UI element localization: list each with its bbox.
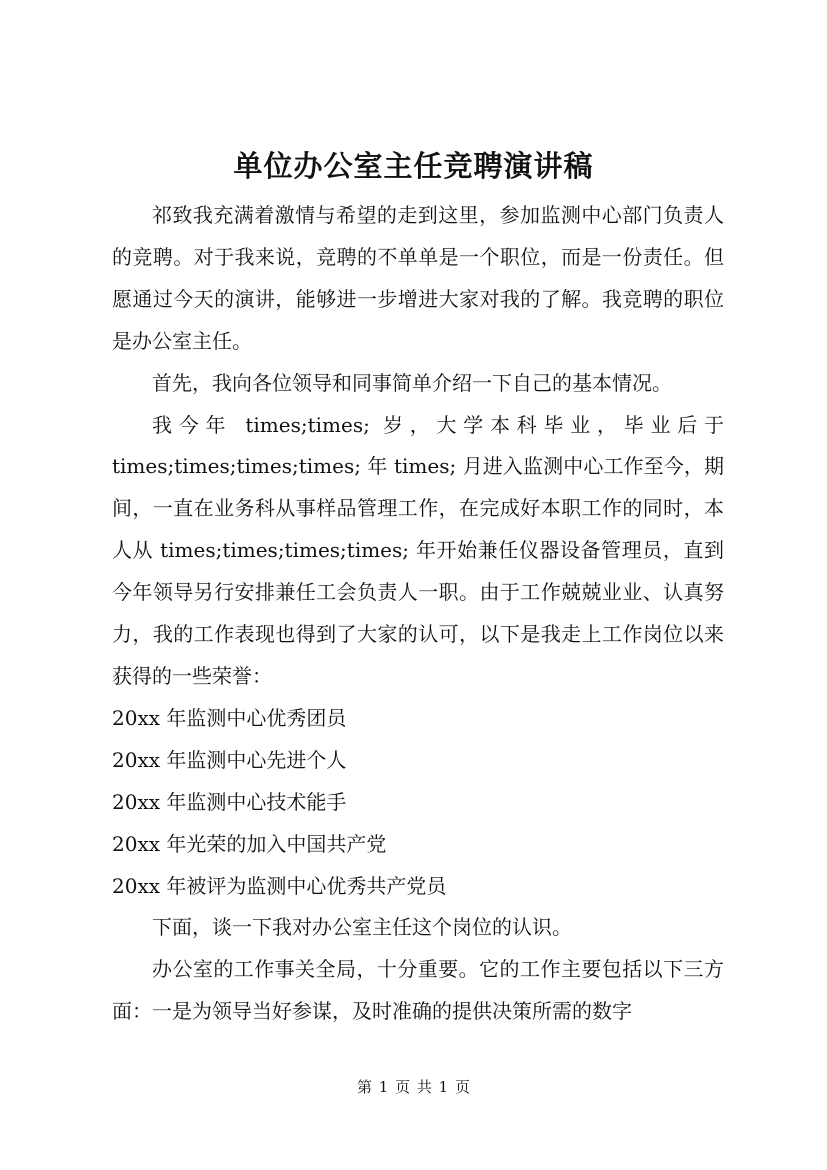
honor-item: 20xx 年监测中心技术能手 [112,789,347,814]
paragraph-office-duties: 办公室的工作事关全局，十分重要。它的工作主要包括以下三方面：一是为领导当好参谋，及时准确的提供决策所需的数字 [112,957,724,1024]
honor-item: 20xx 年被评为监测中心优秀共产党员 [112,873,447,898]
paragraph-self-intro: 首先，我向各位领导和同事简单介绍一下自己的基本情况。 [152,370,672,395]
paragraph-intro: 祁致我充满着激情与希望的走到这里，参加监测中心部门负责人的竞聘。对于我来说，竞聘的不单单是一个职位，而是一份责任。但愿通过今天的演讲，能够进一步增进大家对我的了解。我竞聘的职位是办公室主任。 [112,203,724,353]
document-body [112,195,724,1033]
paragraph-role-understanding: 下面，谈一下我对办公室主任这个岗位的认识。 [152,915,572,940]
honor-item: 20xx 年监测中心先进个人 [112,747,347,772]
paragraph-background: 我今年 times;times; 岁，大学本科毕业，毕业后于 times;times;times;times; 年 times; 月进入监测中心工作至今，期间，一直在业务科从事样品管理工作，在完成好本职工作的同时，本人从 times;times;times;times; 年开始兼任仪器设备管理员，直到今年领导另行安排兼任工会负责人一职。由于工作兢兢业业、认真努力，我的工作表现也得到了大家的认可，以下是我走上工作岗位以来获得的一些荣誉： [112,412,724,688]
document-title: 单位办公室主任竞聘演讲稿 [233,149,594,183]
honor-item: 20xx 年监测中心优秀团员 [112,705,347,730]
page-footer: 第 1 页 共 1 页 [357,1078,470,1096]
honor-item: 20xx 年光荣的加入中国共产党 [112,831,387,856]
